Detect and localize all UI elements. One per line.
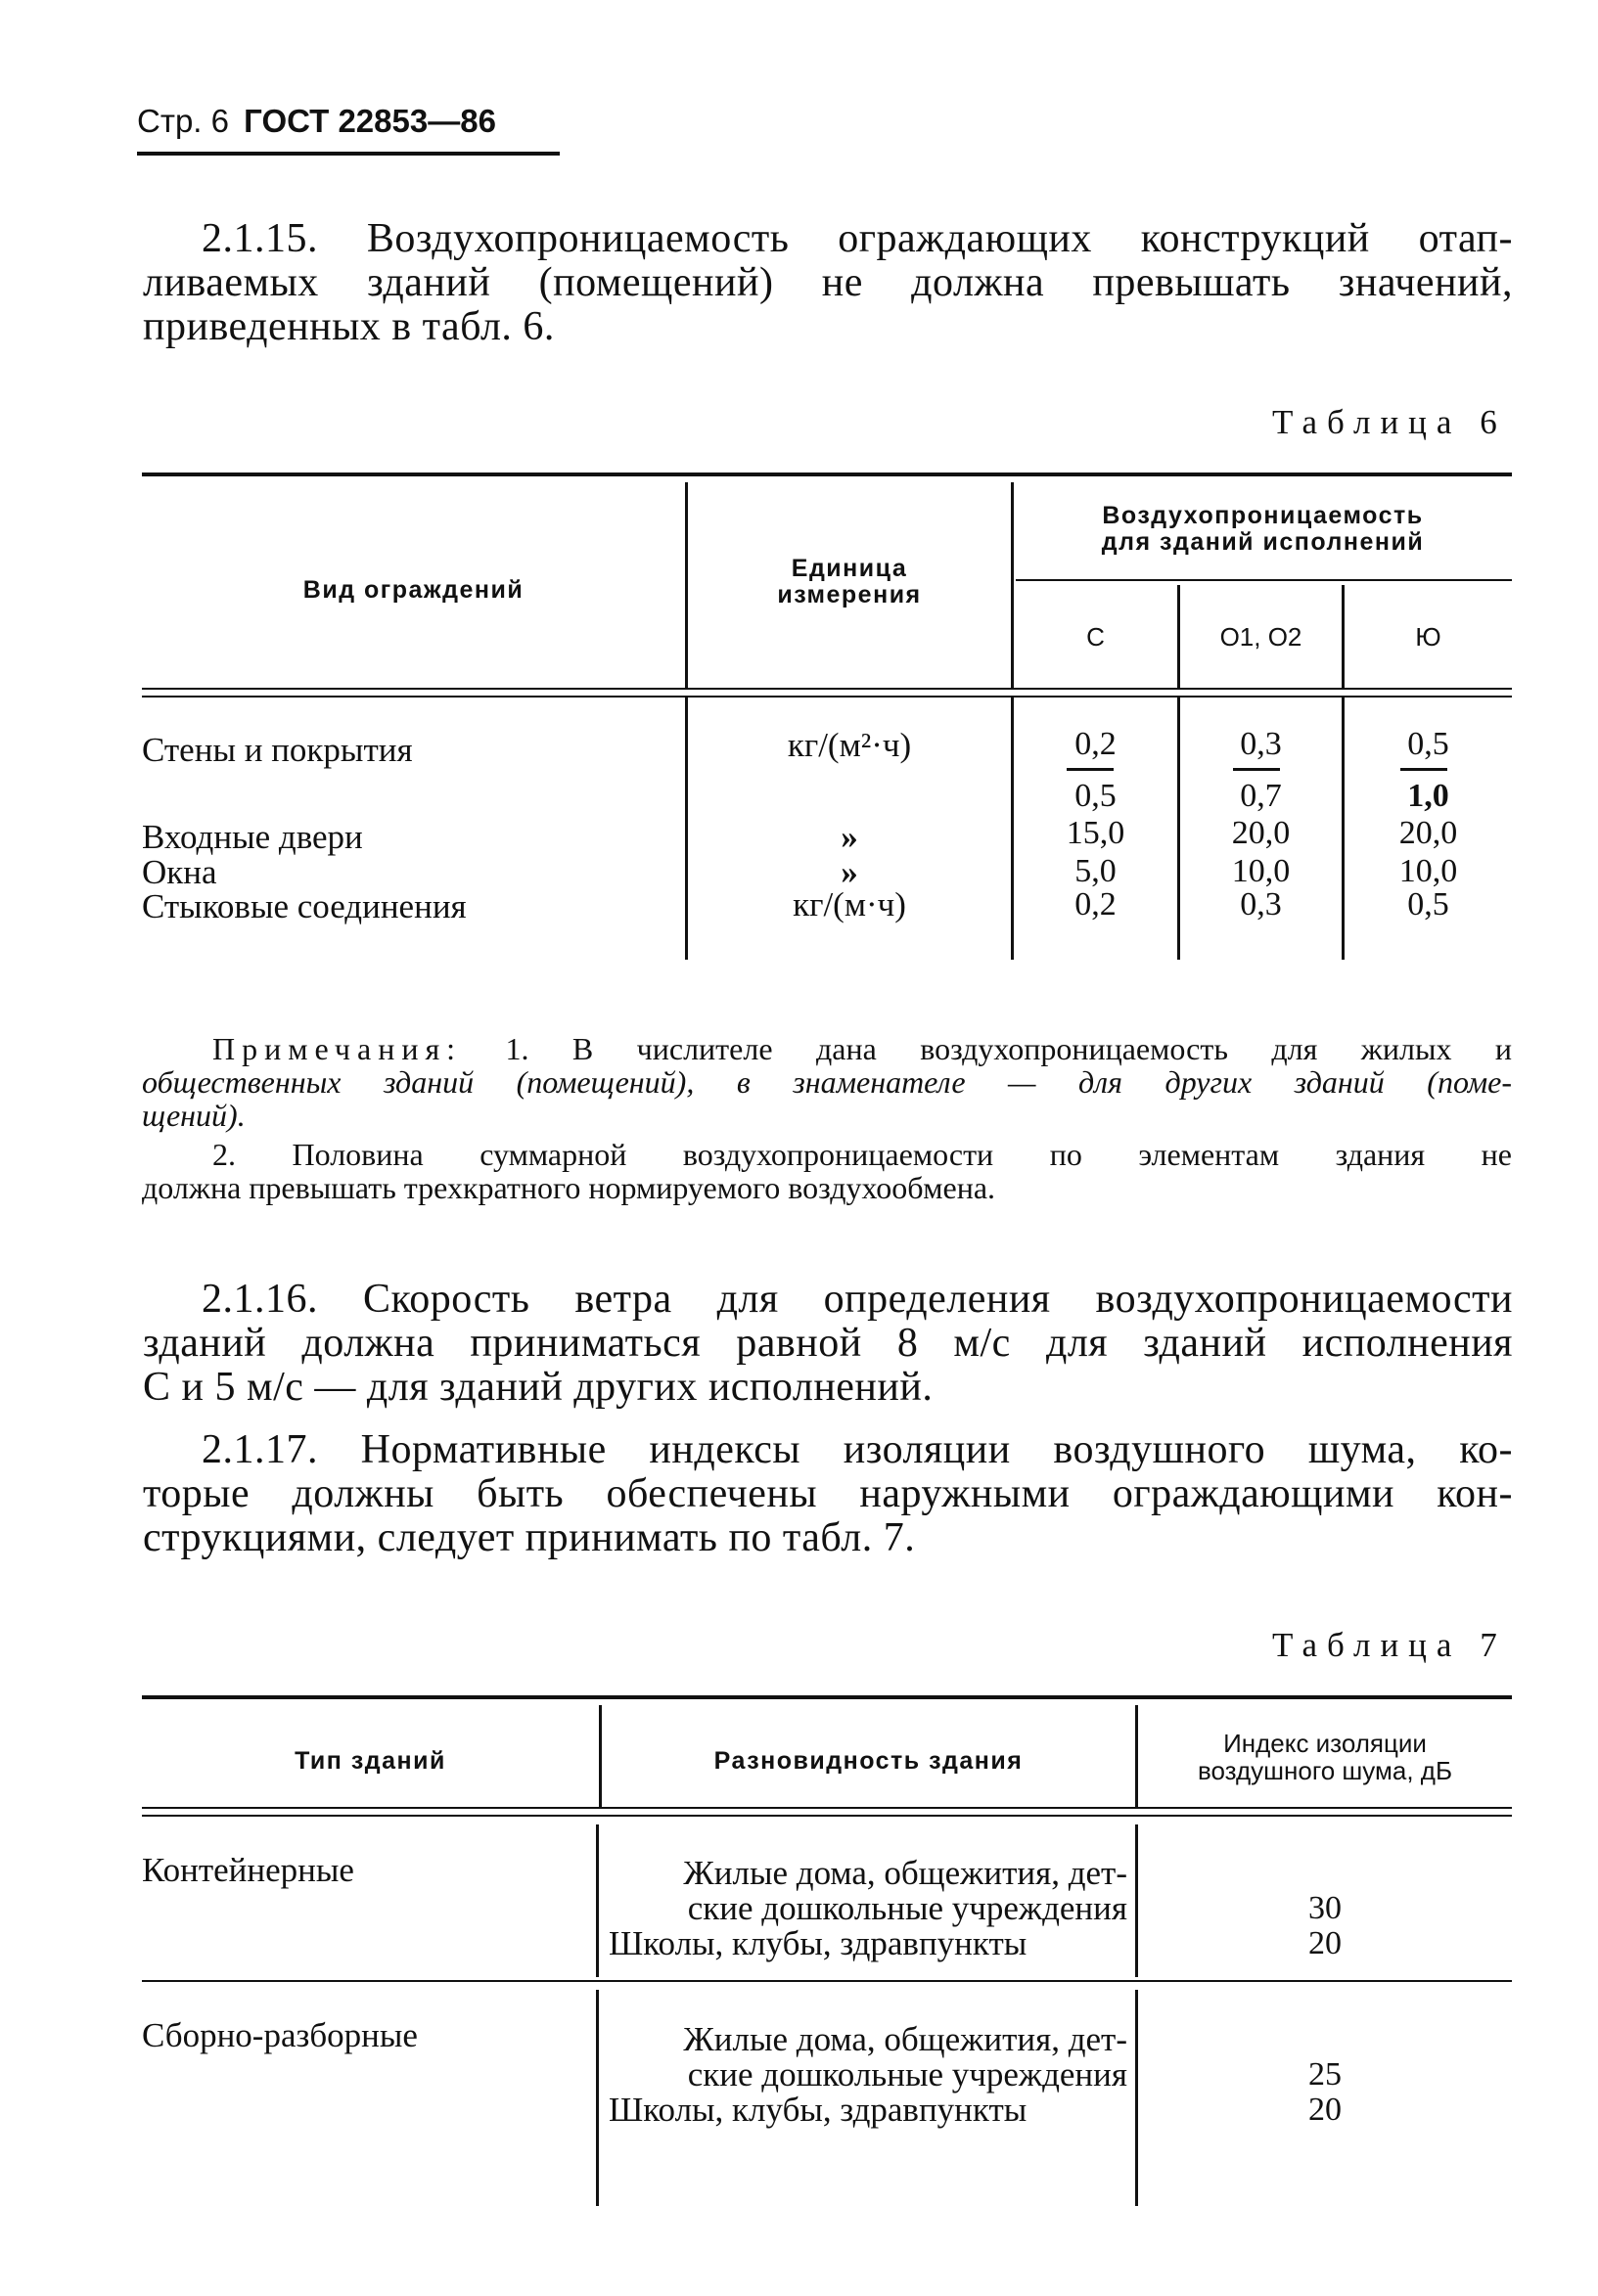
value-cell: 20,0	[1398, 815, 1458, 851]
paragraph-line: 2.1.17. Нормативные индексы изоляции воздушного шума, ко-	[202, 1427, 1513, 1472]
value-cell: 10,0	[1398, 853, 1458, 889]
variety-line: Школы, клубы, здравпункты	[609, 2091, 1027, 2129]
table-6-notes	[142, 1032, 1512, 1204]
group-type: Контейнерные	[142, 1851, 354, 1889]
value-denominator: 1,0	[1407, 778, 1449, 814]
table-7-caption: Таблица 7	[1272, 1626, 1507, 1664]
value-denominator: 0,5	[1074, 778, 1117, 814]
table-rule	[142, 1807, 1512, 1809]
paragraph-line: ливаемых зданий (помещений) не должна превышать значений,	[143, 260, 1513, 305]
value-numerator: 0,3	[1240, 726, 1282, 762]
header-index-line: воздушного шума, дБ	[1197, 1756, 1453, 1785]
standard-number: ГОСТ 22853—86	[244, 103, 496, 139]
row-unit: »	[841, 818, 858, 856]
group-varieties	[609, 1856, 1127, 1961]
note-line: должна превышать трехкратного нормируемого воздухообмена.	[142, 1170, 996, 1205]
table-rule	[1016, 579, 1512, 581]
table-rule	[142, 1695, 1512, 1699]
paragraph-line: зданий должна приниматься равной 8 м/с для зданий исполнения	[143, 1321, 1513, 1366]
page-label: Стр. 6	[137, 103, 229, 139]
value-denominator: 0,7	[1240, 778, 1282, 814]
value-cell: 10,0	[1231, 853, 1291, 889]
row-unit: кг/(м²·ч)	[787, 726, 912, 764]
note-line: щений).	[142, 1098, 246, 1133]
note-line	[142, 1032, 1512, 1065]
paragraph-line: 2.1.15. Воздухопроницаемость ограждающих конструкций отап-	[202, 216, 1513, 261]
fraction-bar	[1233, 768, 1280, 771]
index-value: 25	[1308, 2056, 1342, 2093]
table-rule	[142, 473, 1512, 476]
header-type: Тип зданий	[295, 1747, 446, 1775]
paragraph-2-1-16	[143, 1278, 1513, 1410]
paragraph-line: струкциями, следует принимать по табл. 7.	[143, 1515, 916, 1560]
paragraph-line: приведенных в табл. 6.	[143, 304, 555, 349]
header-unit	[688, 556, 1011, 608]
value-cell: 0,5	[1407, 886, 1449, 923]
value-cell: 5,0	[1074, 853, 1117, 889]
paragraph-2-1-15	[143, 217, 1513, 349]
table-rule	[142, 1980, 1512, 1982]
table-6-caption: Таблица 6	[1272, 403, 1507, 441]
variety-line: ские дошкольные учреждения	[687, 2055, 1127, 2093]
note-line: 2. Половина суммарной воздухопроницаемости по элементам здания не	[212, 1137, 1512, 1172]
value-cell: 15,0	[1066, 815, 1125, 851]
paragraph-line: С и 5 м/с — для зданий других исполнений.	[143, 1365, 934, 1410]
index-values	[1138, 1891, 1512, 1961]
row-name: Стены и покрытия	[142, 731, 413, 769]
table-column-divider	[596, 1990, 599, 2206]
header-type: Вид ограждений	[302, 576, 525, 604]
note-line: общественных зданий (помещений), в знаменателе — для других зданий (поме-	[142, 1064, 1512, 1100]
header-group-line: для зданий исполнений	[1101, 528, 1425, 556]
index-value: 30	[1308, 1890, 1342, 1926]
note-text: 1. В числителе дана воздухопроницаемость для жилых и	[462, 1031, 1512, 1066]
index-value: 20	[1308, 2092, 1342, 2128]
paragraph-line: 2.1.16. Скорость ветра для определения воздухопроницаемости	[202, 1277, 1513, 1322]
table-rule	[142, 688, 1512, 690]
header-variety: Разновидность здания	[713, 1747, 1024, 1775]
table-column-divider	[596, 1824, 599, 1977]
value-numerator: 0,2	[1074, 726, 1117, 762]
notes-label: Примечания:	[212, 1031, 463, 1066]
header-group-line: Воздухопроницаемость	[1102, 502, 1424, 529]
row-name: Стыковые соединения	[142, 887, 467, 925]
header-group	[1014, 503, 1512, 556]
table-rule	[142, 696, 1512, 698]
variety-line: Жилые дома, общежития, дет-	[683, 1854, 1127, 1892]
value-cell: 20,0	[1231, 815, 1291, 851]
header-rule	[137, 152, 560, 156]
fraction-bar	[1067, 768, 1114, 771]
row-name: Окна	[142, 853, 217, 891]
paragraph-2-1-17	[143, 1428, 1513, 1560]
paragraph-line: торые должны быть обеспечены наружными ограждающими кон-	[143, 1471, 1513, 1516]
row-unit: »	[841, 853, 858, 891]
fraction-bar	[1400, 768, 1447, 771]
group-type: Сборно-разборные	[142, 2016, 418, 2054]
index-value: 20	[1308, 1925, 1342, 1961]
index-values	[1138, 2057, 1512, 2128]
group-varieties	[609, 2022, 1127, 2128]
header-index-line: Индекс изоляции	[1223, 1729, 1427, 1758]
value-cell: 0,3	[1240, 886, 1282, 923]
row-name: Входные двери	[142, 818, 363, 856]
variety-line: ские дошкольные учреждения	[687, 1889, 1127, 1927]
value-numerator: 0,5	[1407, 726, 1449, 762]
header-col-c: С	[1086, 622, 1105, 652]
header-index	[1138, 1730, 1512, 1784]
row-unit: кг/(м·ч)	[793, 885, 906, 923]
value-cell: 0,2	[1074, 886, 1117, 923]
header-col-o: О1, О2	[1219, 622, 1302, 652]
table-rule	[142, 1815, 1512, 1817]
header-unit-line: Единица	[791, 555, 908, 582]
header-col-yu: Ю	[1415, 622, 1441, 652]
running-head	[137, 102, 496, 141]
variety-line: Школы, клубы, здравпункты	[609, 1924, 1027, 1962]
variety-line: Жилые дома, общежития, дет-	[683, 2020, 1127, 2058]
header-unit-line: измерения	[777, 581, 922, 608]
